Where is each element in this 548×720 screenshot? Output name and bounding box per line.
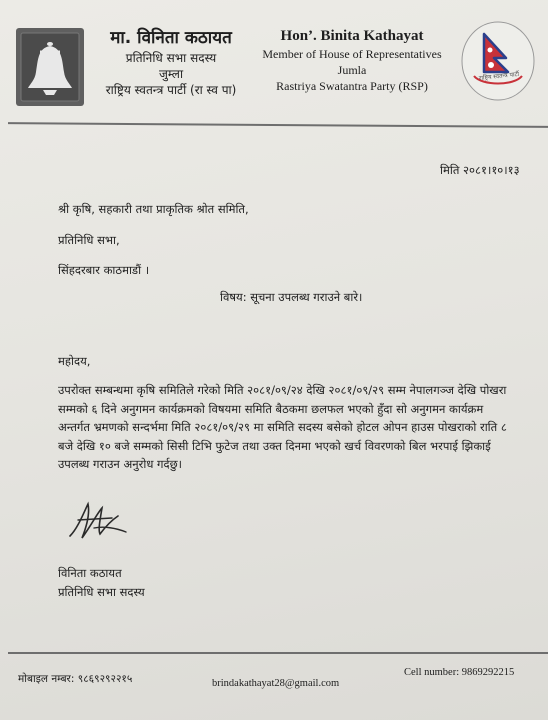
- nepali-name: मा. विनिता कठायत: [110, 28, 232, 48]
- footer-email: brindakathayat28@gmail.com: [212, 678, 340, 689]
- footer-divider: [8, 652, 548, 654]
- salutation: महोदय,: [58, 354, 91, 368]
- footer-cell-number: Cell number: 9869292215: [404, 667, 515, 678]
- body-line: अन्तर्गत भ्रमणको सन्दर्भमा मिति २०८१/०९/२९ मा समिति सदस्य बसेको होटल ओपन हाउस पोखराको राति ८: [58, 420, 507, 434]
- body-line: उपरोक्त सम्बन्धमा कृषि समितिले गरेको मिति २०८१/०९/२४ देखि २०८१/०९/२९ सम्म नेपालगञ्ज देखि पोखरा: [58, 383, 507, 397]
- english-party: Rastriya Swatantra Party (RSP): [276, 79, 428, 93]
- nepali-district: जुम्ला: [158, 67, 184, 81]
- letter-subject: विषय: सूचना उपलब्ध गराउने बारे।: [220, 290, 363, 304]
- handwritten-signature: [64, 498, 134, 544]
- signer-title: प्रतिनिधि सभा सदस्य: [58, 585, 145, 599]
- party-emblem-icon: [460, 20, 536, 102]
- letter-body: [58, 381, 538, 474]
- body-line: उपलब्ध गराउन अनुरोध गर्दछु।: [58, 457, 183, 471]
- letter-date: मिति २०८१।१०।१३: [440, 163, 520, 177]
- english-district: Jumla: [337, 63, 367, 77]
- nepali-party: राष्ट्रिय स्वतन्त्र पार्टी (रा स्व पा): [105, 83, 237, 97]
- address-line-3: सिंहदरबार काठमाडौं ।: [58, 263, 150, 277]
- english-title: Member of House of Representatives: [262, 47, 442, 61]
- english-header: [262, 26, 442, 94]
- nepali-header: [86, 26, 256, 98]
- emblem-caption: राष्ट्रिय स्वतन्त्र पार्टी: [478, 70, 520, 83]
- english-name: Hon’. Binita Kathayat: [280, 28, 424, 44]
- footer-mobile: मोबाइल नम्बर: ९८६९२९२२१५: [18, 673, 133, 685]
- body-line: सम्मको ६ दिने अनुगमन कार्यक्रमको विषयमा समिति बैठकमा छलफल भएको हुँदा सो अनुगमन कार्यक्रम: [58, 401, 484, 416]
- body-line: बजे देखि १० बजे सम्मको सिसी टिभि फुटेज तथा उक्त दिनमा भएको खर्च विवरणको बिल भरपाई झिकाई: [58, 438, 491, 453]
- nepali-title: प्रतिनिधि सभा सदस्य: [125, 51, 217, 65]
- signer-name: विनिता कठायत: [58, 566, 122, 580]
- address-line-1: श्री कृषि, सहकारी तथा प्राकृतिक श्रोत समिति,: [58, 202, 249, 216]
- header-divider: [8, 122, 548, 128]
- address-line-2: प्रतिनिधि सभा,: [58, 233, 120, 247]
- bell-logo-icon: [16, 28, 84, 106]
